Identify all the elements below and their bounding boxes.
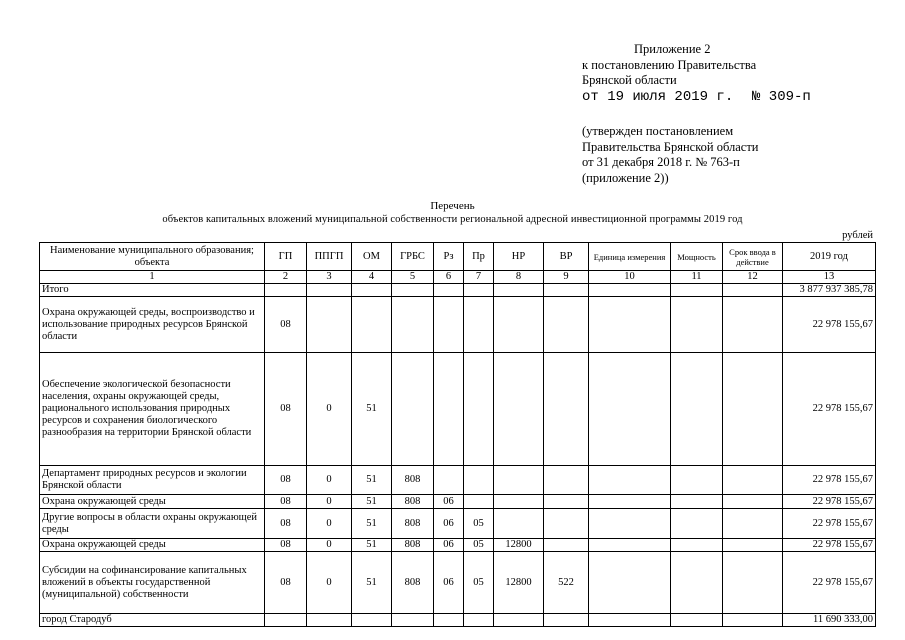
column-number: 11 — [671, 271, 723, 284]
header-cell: Срок ввода в действие — [723, 243, 783, 271]
row-grbs — [392, 614, 434, 627]
row-gp: 08 — [265, 552, 307, 614]
row-ppgp: 0 — [307, 552, 352, 614]
row-power — [671, 495, 723, 509]
table-row — [40, 614, 876, 627]
column-number: 8 — [494, 271, 544, 284]
header-cell: Мощность — [671, 243, 723, 271]
table-row — [40, 466, 876, 495]
document-header — [582, 42, 811, 186]
row-pr — [464, 284, 494, 297]
row-om: 51 — [352, 509, 392, 539]
row-om: 51 — [352, 466, 392, 495]
row-grbs: 808 — [392, 495, 434, 509]
row-vr — [544, 539, 589, 552]
row-power — [671, 552, 723, 614]
column-number: 4 — [352, 271, 392, 284]
row-pr — [464, 353, 494, 466]
table-row — [40, 284, 876, 297]
row-sum: 22 978 155,67 — [783, 539, 876, 552]
row-gp: 08 — [265, 466, 307, 495]
row-rz: 06 — [434, 552, 464, 614]
row-gp: 08 — [265, 509, 307, 539]
row-vr — [544, 614, 589, 627]
row-gp: 08 — [265, 353, 307, 466]
row-power — [671, 297, 723, 353]
row-pr: 05 — [464, 509, 494, 539]
row-pr — [464, 466, 494, 495]
table-row — [40, 509, 876, 539]
row-vr — [544, 297, 589, 353]
row-om: 51 — [352, 539, 392, 552]
row-term — [723, 495, 783, 509]
row-ppgp — [307, 614, 352, 627]
header-cell: ОМ — [352, 243, 392, 271]
row-grbs — [392, 297, 434, 353]
row-name: Итого — [40, 284, 265, 297]
column-number: 13 — [783, 271, 876, 284]
row-vr — [544, 466, 589, 495]
row-om — [352, 284, 392, 297]
row-unit — [589, 614, 671, 627]
row-ppgp: 0 — [307, 509, 352, 539]
row-unit — [589, 539, 671, 552]
row-name: Охрана окружающей среды — [40, 495, 265, 509]
row-nr — [494, 614, 544, 627]
row-name: Другие вопросы в области охраны окружающей среды — [40, 509, 265, 539]
appendix-date-line — [582, 89, 811, 106]
row-nr — [494, 509, 544, 539]
row-power — [671, 614, 723, 627]
header-cell: Единица измерения — [589, 243, 671, 271]
row-pr: 05 — [464, 539, 494, 552]
row-rz — [434, 297, 464, 353]
row-rz — [434, 284, 464, 297]
row-power — [671, 353, 723, 466]
row-om: 51 — [352, 353, 392, 466]
row-grbs: 808 — [392, 539, 434, 552]
row-rz — [434, 614, 464, 627]
row-sum: 22 978 155,67 — [783, 552, 876, 614]
column-number: 12 — [723, 271, 783, 284]
row-sum: 22 978 155,67 — [783, 495, 876, 509]
appendix-line-3: Брянской области — [582, 73, 677, 87]
row-unit — [589, 284, 671, 297]
row-nr: 12800 — [494, 539, 544, 552]
approved-line-2: Правительства Брянской области — [582, 139, 759, 154]
table-row — [40, 297, 876, 353]
approved-line-4: (приложение 2)) — [582, 170, 669, 185]
column-number: 5 — [392, 271, 434, 284]
row-ppgp: 0 — [307, 466, 352, 495]
row-power — [671, 466, 723, 495]
header-cell: НР — [494, 243, 544, 271]
row-om — [352, 297, 392, 353]
approved-line-3: от 31 декабря 2018 г. № 763-п — [582, 155, 740, 169]
appendix-title: Приложение 2 — [634, 42, 711, 56]
column-number: 10 — [589, 271, 671, 284]
row-unit — [589, 353, 671, 466]
table-row — [40, 552, 876, 614]
row-name: Охрана окружающей среды — [40, 539, 265, 552]
row-vr — [544, 509, 589, 539]
row-gp: 08 — [265, 297, 307, 353]
row-sum: 22 978 155,67 — [783, 466, 876, 495]
row-name: Субсидии на софинансирование капитальных вложений в объекты государственной (муниципальной) собственности — [40, 552, 265, 614]
row-unit — [589, 495, 671, 509]
row-pr — [464, 297, 494, 353]
row-ppgp: 0 — [307, 353, 352, 466]
row-term — [723, 552, 783, 614]
row-term — [723, 539, 783, 552]
row-nr — [494, 466, 544, 495]
row-unit — [589, 466, 671, 495]
table-row — [40, 353, 876, 466]
row-grbs — [392, 284, 434, 297]
row-gp — [265, 284, 307, 297]
row-sum: 22 978 155,67 — [783, 509, 876, 539]
row-gp: 08 — [265, 539, 307, 552]
row-grbs: 808 — [392, 552, 434, 614]
row-rz: 06 — [434, 509, 464, 539]
row-unit — [589, 297, 671, 353]
row-rz: 06 — [434, 539, 464, 552]
row-nr — [494, 353, 544, 466]
column-number: 1 — [40, 271, 265, 284]
row-om — [352, 614, 392, 627]
row-om: 51 — [352, 495, 392, 509]
appendix-line-2: к постановлению Правительства — [582, 57, 757, 72]
row-name: город Стародуб — [40, 614, 265, 627]
column-number: 6 — [434, 271, 464, 284]
currency-unit: рублей — [842, 230, 873, 241]
header-cell: ГРБС — [392, 243, 434, 271]
row-pr — [464, 614, 494, 627]
row-sum: 22 978 155,67 — [783, 353, 876, 466]
row-pr: 05 — [464, 552, 494, 614]
approved-line-1: (утвержден постановлением — [582, 124, 734, 138]
row-ppgp — [307, 297, 352, 353]
row-rz — [434, 466, 464, 495]
row-gp — [265, 614, 307, 627]
header-cell: Рз — [434, 243, 464, 271]
header-cell: ГП — [265, 243, 307, 271]
row-ppgp: 0 — [307, 539, 352, 552]
row-pr — [464, 495, 494, 509]
row-vr — [544, 284, 589, 297]
row-sum: 22 978 155,67 — [783, 297, 876, 353]
table-row — [40, 539, 876, 552]
row-vr — [544, 353, 589, 466]
header-cell: Пр — [464, 243, 494, 271]
row-vr: 522 — [544, 552, 589, 614]
column-number: 2 — [265, 271, 307, 284]
header-cell: ВР — [544, 243, 589, 271]
header-cell: Наименование муниципального образования; объекта — [40, 243, 265, 271]
column-number: 3 — [307, 271, 352, 284]
document-subtitle: объектов капитальных вложений муниципальной собственности региональной адресной инвестиционной программы 2019 год — [162, 214, 743, 225]
column-number: 7 — [464, 271, 494, 284]
column-number-row — [40, 271, 876, 284]
row-gp: 08 — [265, 495, 307, 509]
row-rz: 06 — [434, 495, 464, 509]
row-term — [723, 614, 783, 627]
row-name: Обеспечение экологической безопасности населения, охраны окружающей среды, рационального использования природных ресурсов и сохранения биологического разнообразия на территории Брянской области — [40, 353, 265, 466]
row-sum: 11 690 333,00 — [783, 614, 876, 627]
row-term — [723, 509, 783, 539]
row-name: Департамент природных ресурсов и экологии Брянской области — [40, 466, 265, 495]
row-term — [723, 297, 783, 353]
row-grbs: 808 — [392, 509, 434, 539]
row-term — [723, 353, 783, 466]
row-nr — [494, 284, 544, 297]
appendix-number: № 309-п — [751, 88, 811, 105]
row-rz — [434, 353, 464, 466]
row-unit — [589, 509, 671, 539]
row-nr: 12800 — [494, 552, 544, 614]
header-cell: ППГП — [307, 243, 352, 271]
row-power — [671, 284, 723, 297]
row-power — [671, 539, 723, 552]
row-ppgp — [307, 284, 352, 297]
row-grbs — [392, 353, 434, 466]
row-nr — [494, 495, 544, 509]
investment-table — [39, 242, 876, 627]
row-vr — [544, 495, 589, 509]
row-grbs: 808 — [392, 466, 434, 495]
row-term — [723, 466, 783, 495]
appendix-date: от 19 июля 2019 г. — [582, 88, 734, 105]
header-cell: 2019 год — [783, 243, 876, 271]
row-sum: 3 877 937 385,78 — [783, 284, 876, 297]
row-power — [671, 509, 723, 539]
row-nr — [494, 297, 544, 353]
row-term — [723, 284, 783, 297]
table-header-row — [40, 243, 876, 271]
table-row — [40, 495, 876, 509]
row-name: Охрана окружающей среды, воспроизводство и использование природных ресурсов Брянской области — [40, 297, 265, 353]
row-unit — [589, 552, 671, 614]
column-number: 9 — [544, 271, 589, 284]
row-om: 51 — [352, 552, 392, 614]
document-title: Перечень — [430, 200, 475, 212]
row-ppgp: 0 — [307, 495, 352, 509]
